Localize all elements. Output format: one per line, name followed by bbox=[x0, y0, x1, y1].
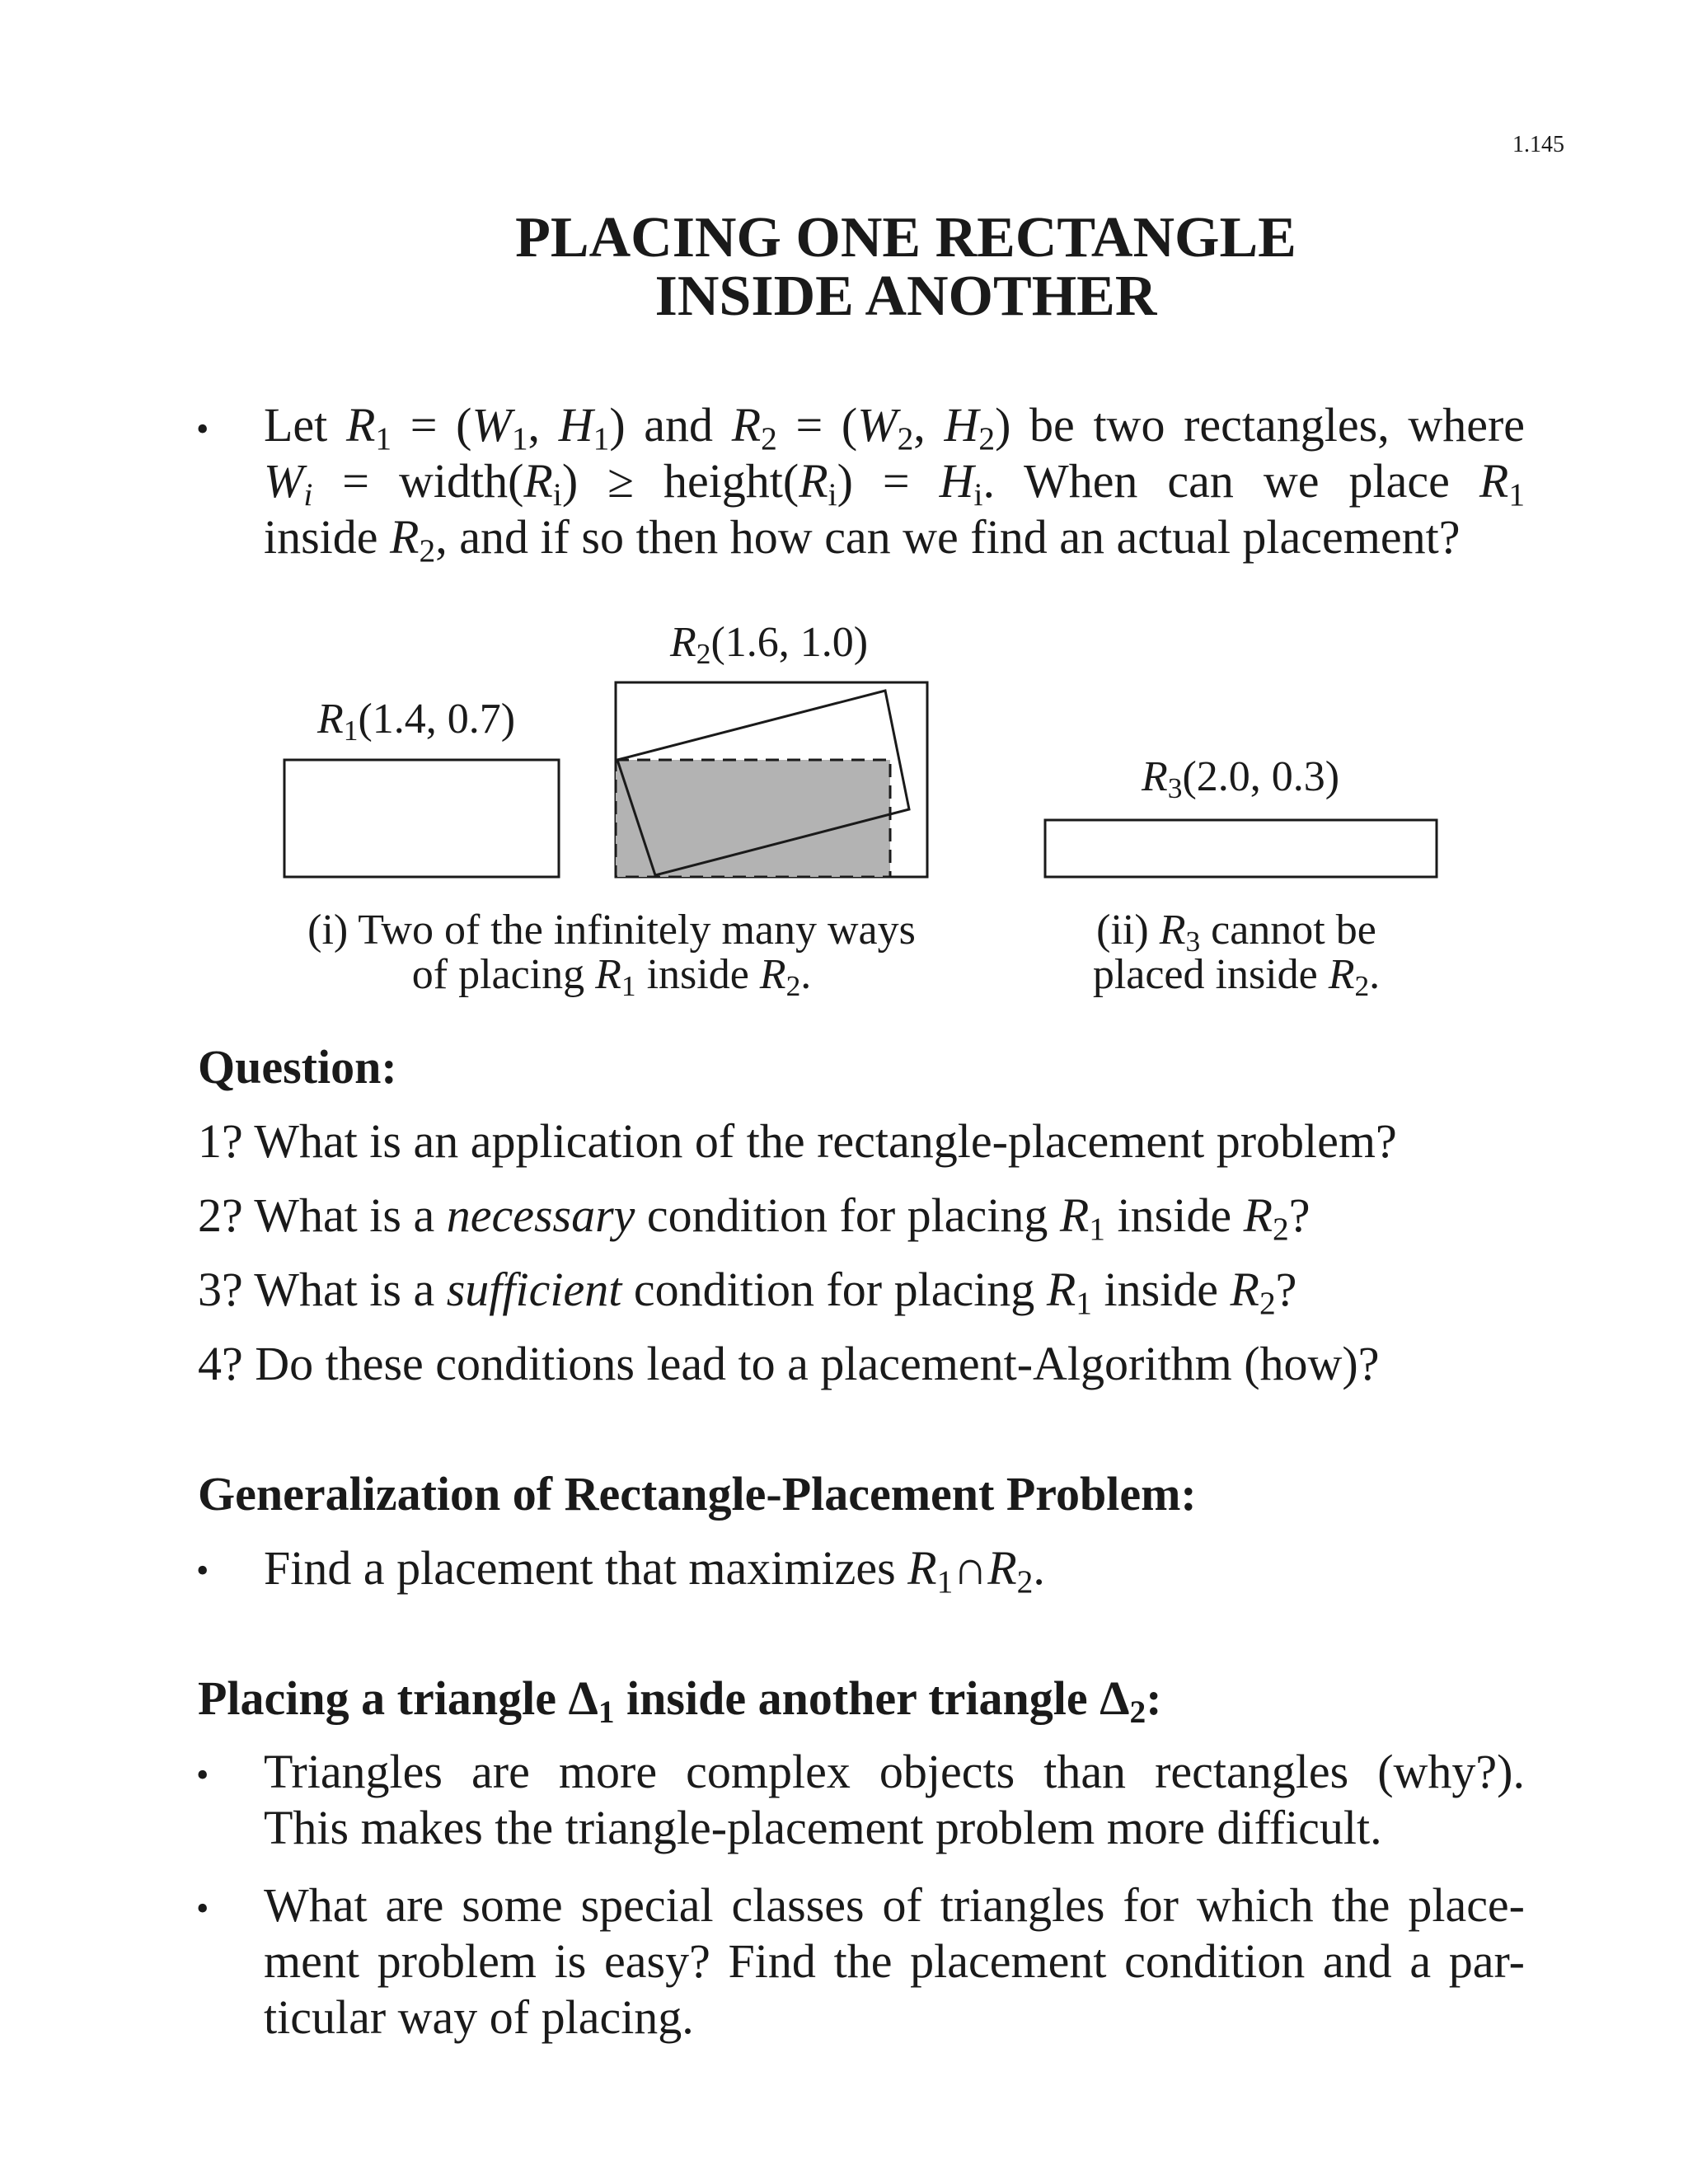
generalization-text: Find a placement that maximizes $R_1\cap R_2$. bbox=[264, 1541, 1045, 1600]
question-2: 2? What is a necessary condition for placing $R_1$ inside $R_2$? bbox=[198, 1188, 1311, 1247]
r1-rectangle bbox=[284, 760, 559, 877]
intro-line-1: Let $R_1 = (W_1$, $H_1$) and $R_2 = (W_2$, $H_2$) be two rectangles, where bbox=[264, 398, 1526, 457]
page-title-line-2: INSIDE ANOTHER bbox=[654, 265, 1157, 328]
r3-label: $R_3(2.0$, 0.3) bbox=[1142, 753, 1340, 804]
question-3: 3? What is a sufficient condition for placing $R_1$ inside $R_2$? bbox=[198, 1263, 1297, 1321]
triangle-point-1 bbox=[264, 1744, 1525, 1856]
r2-label: $R_2(1.6$, 1.0) bbox=[670, 619, 869, 670]
caption-i: (i) Two of the infinitely many ways of placing $R_1$ inside $R_2$. bbox=[307, 907, 916, 1002]
generalization-bullet: • bbox=[196, 1550, 209, 1591]
r3-rectangle bbox=[1045, 820, 1437, 877]
question-1: 1? What is an application of the rectangle-placement problem? bbox=[198, 1114, 1397, 1168]
intro-line-2: $W_i$ = $width(R_i)$ ≥ $height(R_i) = H_i$. When can we place $R_1$ bbox=[264, 454, 1526, 513]
triangle-point-2-line-1: What are some special classes of triangles for which the place- bbox=[264, 1878, 1525, 1932]
intro-line-3: inside $R_2$, and if so then how can we find an actual placement? bbox=[264, 510, 1461, 569]
page-number: 1.145 bbox=[1512, 132, 1564, 157]
triangle-bullet-2: • bbox=[196, 1888, 209, 1929]
triangle-bullet-1: • bbox=[196, 1755, 209, 1795]
caption-ii: (ii) $R_3$ cannot be placed inside $R_2$. bbox=[1092, 907, 1381, 1002]
triangle-heading: Placing a triangle $\Delta_1$ inside another triangle $\Delta_2$: bbox=[198, 1671, 1162, 1730]
question-4: 4? Do these conditions lead to a placement-Algorithm (how)? bbox=[198, 1337, 1380, 1390]
triangle-point-2-line-3: ticular way of placing. bbox=[264, 1990, 694, 2044]
rectangle-figure bbox=[0, 0, 1688, 907]
triangle-point-1-line-2: This makes the triangle-placement problem more difficult. bbox=[264, 1801, 1382, 1854]
generalization-heading: Generalization of Rectangle-Placement Problem: bbox=[198, 1467, 1197, 1521]
question-heading: Question: bbox=[198, 1040, 397, 1094]
intro-bullet: • bbox=[196, 409, 209, 449]
triangle-point-1-line-1: Triangles are more complex objects than rectangles (why?). bbox=[264, 1745, 1525, 1798]
page-title-line-1: PLACING ONE RECTANGLE bbox=[515, 206, 1296, 269]
triangle-point-2-line-2: ment problem is easy? Find the placement condition and a par- bbox=[264, 1934, 1525, 1988]
r1-label: $R_1(1.4$, 0.7) bbox=[317, 696, 516, 747]
r1-placement-axis-aligned bbox=[616, 760, 890, 877]
triangle-point-2 bbox=[264, 1877, 1525, 2046]
